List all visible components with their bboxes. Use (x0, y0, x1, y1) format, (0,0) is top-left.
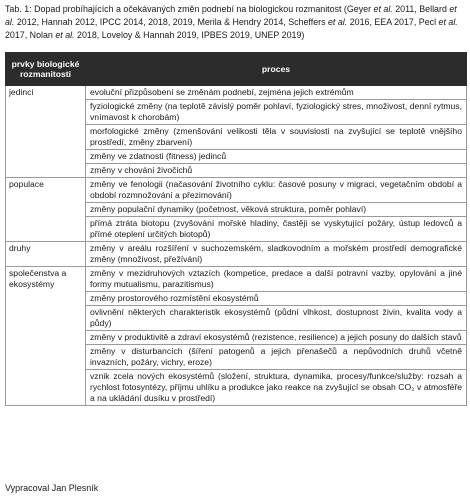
table-row (6, 331, 467, 345)
process-cell: ovlivnění některých charakteristik ekosystémů (půdní vlhkost, dostupnost živin, kvalita vody a půdy) (86, 306, 467, 331)
process-cell: vznik zcela nových ekosystémů (složení, struktura, dynamika, procesy/funkce/služby: rozsah a rychlost fotosyntézy, příjmu uhlíku a produkce jako reakce na zvyšující se obsah CO₂ v atmosféře a na ukládání dusíku v prostředí) (86, 370, 467, 406)
table-row (6, 100, 467, 125)
process-cell: morfologické změny (zmenšování velikosti těla v souvislosti na zvyšující se teplotě vnějšího prostředí, změny zbarvení) (86, 125, 467, 150)
process-cell: změny prostorového rozmístění ekosystémů (86, 292, 467, 306)
category-cell (6, 370, 86, 406)
process-cell: změny v produktivitě a zdraví ekosystémů (rezistence, resilience) a jejich posuny do dalších stavů (86, 331, 467, 345)
process-cell: změny v disturbancích (šíření patogenů a jejich přenašečů a nepůvodních druhů včetně invazních, požáry, vichry, eroze) (86, 345, 467, 370)
category-cell (6, 125, 86, 150)
process-cell: změny v areálu rozšíření v suchozemském, sladkovodním a mořském prostředí demografické změny (množivost, přežívání) (86, 242, 467, 267)
table-row (6, 125, 467, 150)
table-row (6, 217, 467, 242)
category-cell (6, 292, 86, 306)
table-row (6, 164, 467, 178)
table-header-row (6, 53, 467, 86)
table-row (6, 292, 467, 306)
process-cell: změny v chování živočichů (86, 164, 467, 178)
category-cell (6, 203, 86, 217)
category-cell (6, 345, 86, 370)
table-row (6, 345, 467, 370)
process-cell: fyziologické změny (na teplotě závislý poměr pohlaví, fyziologický stres, množivost, denní rytmus, vnímavost k chorobám) (86, 100, 467, 125)
category-cell (6, 100, 86, 125)
table-row (6, 203, 467, 217)
header-process: proces (86, 53, 467, 86)
table-row (6, 242, 467, 267)
table-row (6, 306, 467, 331)
impact-table (5, 52, 467, 406)
category-cell (6, 217, 86, 242)
category-cell (6, 150, 86, 164)
table-row (6, 178, 467, 203)
category-cell (6, 306, 86, 331)
table-row (6, 86, 467, 100)
category-cell: společenstva a ekosystémy (6, 267, 86, 292)
category-cell (6, 164, 86, 178)
table-row (6, 267, 467, 292)
process-cell: změny ve fenologii (načasování životního cyklu: časové posuny v migraci, vegetačním období a období rozmnožování a přezimování) (86, 178, 467, 203)
process-cell: změny populační dynamiky (početnost, věková struktura, poměr pohlaví) (86, 203, 467, 217)
header-category: prvky biologické rozmanitosti (6, 53, 86, 86)
author-note: Vypracoval Jan Plesník (5, 483, 99, 493)
category-cell: druhy (6, 242, 86, 267)
process-cell: přímá ztráta biotopu (zvyšování mořské hladiny, častěji se vyskytující požáry, ústup ledovců a přímé oteplení určitých biotopů) (86, 217, 467, 242)
process-cell: změny v mezidruhových vztazích (kompetice, predace a další potravní vazby, opylování a jiné formy mutualismu, parazitismus) (86, 267, 467, 292)
process-cell: změny ve zdatnosti (fitness) jedinců (86, 150, 467, 164)
table-row (6, 370, 467, 406)
category-cell (6, 331, 86, 345)
category-cell: populace (6, 178, 86, 203)
category-cell: jedinci (6, 86, 86, 100)
table-row (6, 150, 467, 164)
table-caption: Tab. 1: Dopad probíhajících a očekávaných změn podnebí na biologickou rozmanitost (Geyer et al. 2011, Bellard et al. 2012, Hannah 2012, IPCC 2014, 2018, 2019, Merila & Hendry 2014, Scheffers et al. 2016, EEA 2017, Pecl et al. 2017, Nolan et al. 2018, Loveloy & Hannah 2019, IPBES 2019, UNEP 2019) (5, 4, 458, 40)
process-cell: evoluční přizpůsobení se změnám podnebí, zejména jejich extrémům (86, 86, 467, 100)
